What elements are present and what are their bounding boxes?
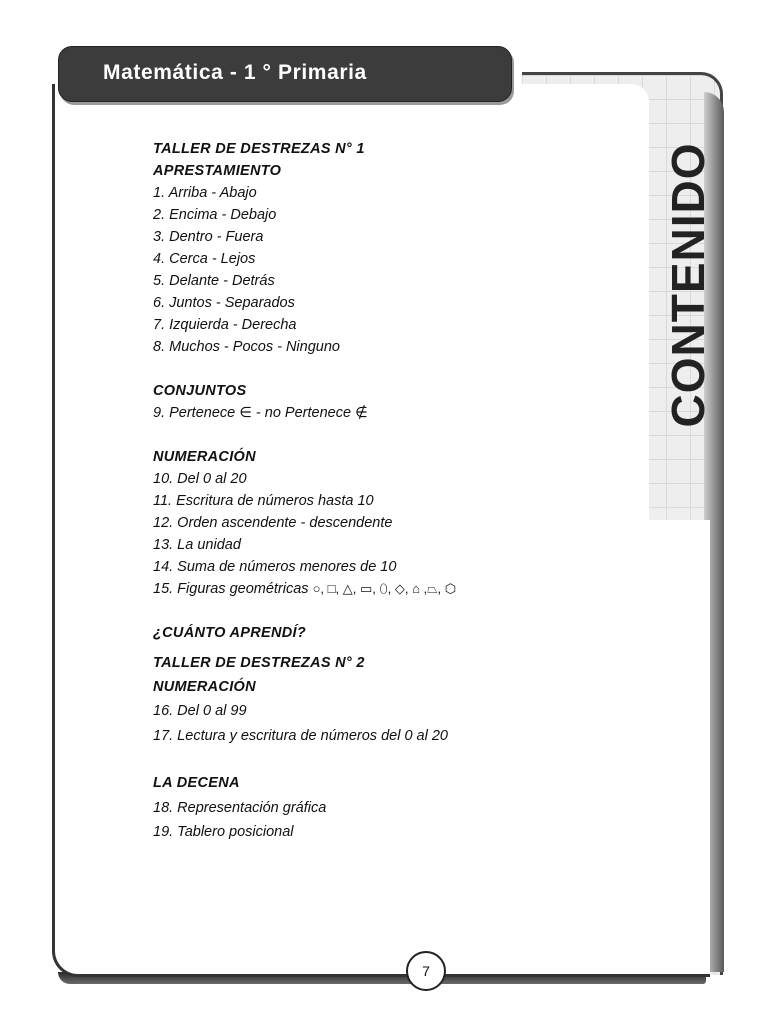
list-item: 11. Escritura de números hasta 10 xyxy=(153,493,374,509)
list-item: 2. Encima - Debajo xyxy=(153,207,277,223)
list-item: 19. Tablero posicional xyxy=(153,824,294,840)
geometric-shapes-icon: ○, □, △, ▭, ⬯, ◇, ⌂ ,⏢, ⬡ xyxy=(312,581,457,596)
section-heading-numeracion: NUMERACIÓN xyxy=(153,449,256,465)
list-item: 14. Suma de números menores de 10 xyxy=(153,559,397,575)
list-item: 18. Representación gráfica xyxy=(153,800,327,816)
section-heading-numeracion-2: NUMERACIÓN xyxy=(153,679,256,695)
table-of-contents xyxy=(153,138,623,843)
list-item: 10. Del 0 al 20 xyxy=(153,471,247,487)
section-heading-taller-1: TALLER DE DESTREZAS N° 1 xyxy=(153,141,365,157)
section-heading-taller-2: TALLER DE DESTREZAS N° 2 xyxy=(153,655,365,671)
list-item: 16. Del 0 al 99 xyxy=(153,703,247,719)
section-heading-cuanto-aprendi: ¿CUÁNTO APRENDÍ? xyxy=(153,625,307,641)
list-item: 12. Orden ascendente - descendente xyxy=(153,515,393,531)
section-heading-aprestamiento: APRESTAMIENTO xyxy=(153,163,282,179)
list-item: 6. Juntos - Separados xyxy=(153,295,295,311)
spacer xyxy=(153,358,623,380)
list-item: 13. La unidad xyxy=(153,537,241,553)
list-item: 17. Lectura y escritura de números del 0 al 20 xyxy=(153,728,448,744)
section-heading-la-decena: LA DECENA xyxy=(153,775,240,791)
figuras-label: 15. Figuras geométricas xyxy=(153,581,309,597)
list-item: 5. Delante - Detrás xyxy=(153,273,275,289)
list-item: 4. Cerca - Lejos xyxy=(153,251,256,267)
list-item: 1. Arriba - Abajo xyxy=(153,185,257,201)
spacer xyxy=(153,600,623,622)
header-bar xyxy=(58,46,512,102)
header-title: Matemática - 1 ° Primaria xyxy=(103,61,367,84)
list-item: 8. Muchos - Pocos - Ninguno xyxy=(153,339,340,355)
spacer xyxy=(153,644,623,652)
list-item-figuras xyxy=(153,578,623,600)
list-item: 7. Izquierda - Derecha xyxy=(153,317,297,333)
spacer xyxy=(153,747,623,769)
list-item: 3. Dentro - Fuera xyxy=(153,229,264,245)
page-panel-extension xyxy=(640,520,710,977)
list-item: 9. Pertenece ∈ - no Pertenece ∉ xyxy=(153,405,368,421)
spacer xyxy=(153,424,623,446)
page-number-badge xyxy=(406,951,446,991)
page-number: 7 xyxy=(422,963,430,979)
side-label-contenido: CONTENIDO xyxy=(662,142,714,428)
section-heading-conjuntos: CONJUNTOS xyxy=(153,383,247,399)
